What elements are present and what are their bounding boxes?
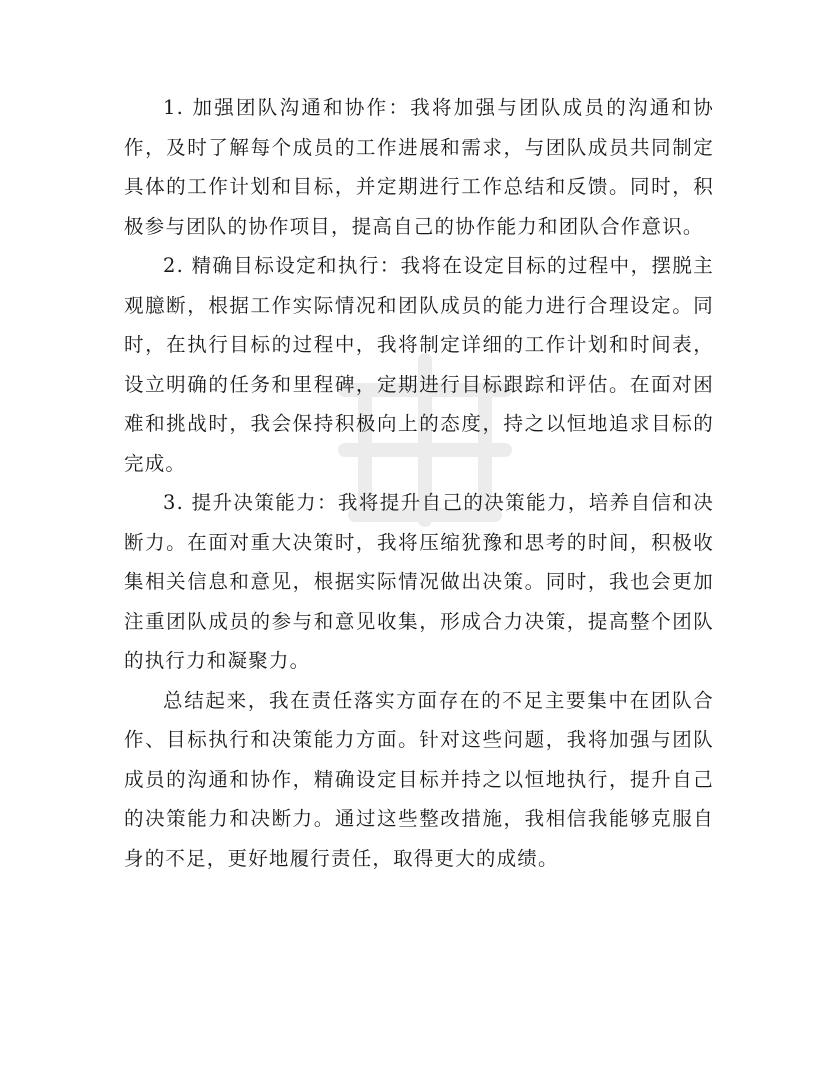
document-page [124, 88, 714, 878]
paragraph-item-3: 3. 提升决策能力：我将提升自己的决策能力，培养自信和决断力。在面对重大决策时，我将压缩犹豫和思考的时间，积极收集相关信息和意见，根据实际情况做出决策。同时，我也会更加注重团队成员的参与和意见收集，形成合力决策，提高整个团队的执行力和凝聚力。 [124, 491, 714, 672]
paragraph-item-2: 2. 精确目标设定和执行：我将在设定目标的过程中，摆脱主观臆断，根据工作实际情况和团队成员的能力进行合理设定。同时，在执行目标的过程中，我将制定详细的工作计划和时间表，设立明确的任务和里程碑，定期进行目标跟踪和评估。在面对困难和挑战时，我会保持积极向上的态度，持之以恒地追求目标的完成。 [124, 254, 714, 475]
paragraph-item-1: 1. 加强团队沟通和协作：我将加强与团队成员的沟通和协作，及时了解每个成员的工作进展和需求，与团队成员共同制定具体的工作计划和目标，并定期进行工作总结和反馈。同时，积极参与团队的协作项目，提高自己的协作能力和团队合作意识。 [124, 96, 714, 238]
paragraph-summary: 总结起来，我在责任落实方面存在的不足主要集中在团队合作、目标执行和决策能力方面。针对这些问题，我将加强与团队成员的沟通和协作，精确设定目标并持之以恒地执行，提升自己的决策能力和决断力。通过这些整改措施，我相信我能够克服自身的不足，更好地履行责任，取得更大的成绩。 [124, 688, 714, 870]
